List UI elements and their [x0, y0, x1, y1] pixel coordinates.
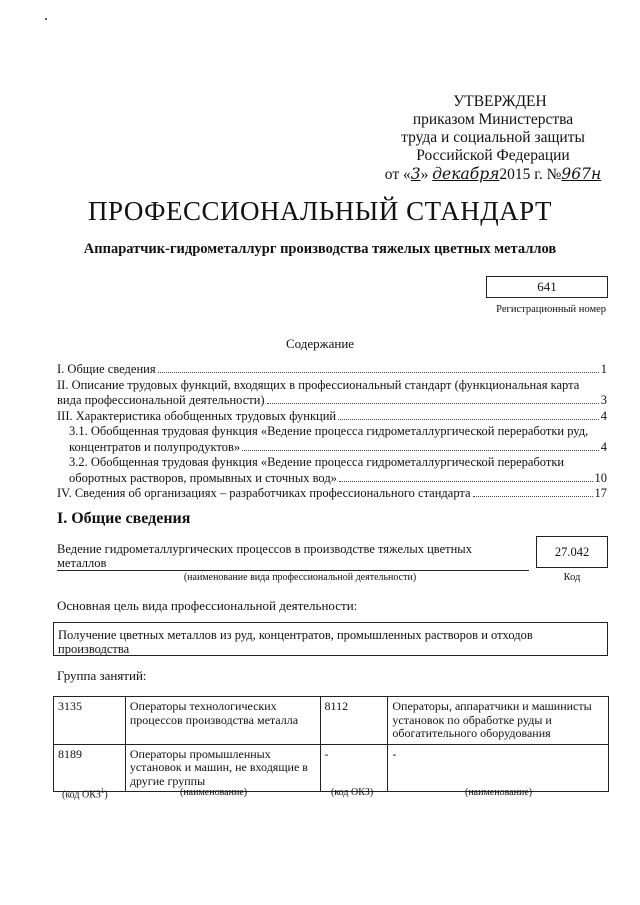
activity-code-caption: Код	[563, 572, 581, 583]
document-title: ПРОФЕССИОНАЛЬНЫЙ СТАНДАРТ	[87, 196, 553, 226]
toc-item-text: II. Описание трудовых функций, входящих в профессиональный стандарт (функциональная карта	[57, 377, 580, 392]
table-of-contents	[57, 362, 607, 502]
activity-code-box: 27.042	[536, 536, 608, 568]
toc-item-text: 3.2. Обобщенная трудовая функция «Ведение процесса гидрометаллургической переработки	[69, 455, 565, 469]
date-day: 3	[410, 165, 421, 183]
goal-label: Основная цель вида профессиональной деятельности:	[57, 598, 358, 613]
toc-item[interactable]	[57, 424, 607, 455]
date-prefix: от «	[384, 166, 411, 183]
groups-label: Группа занятий:	[57, 668, 147, 683]
date-month: декабря	[432, 165, 500, 183]
contents-title: Содержание	[285, 336, 355, 351]
activity-underline	[57, 570, 529, 571]
toc-item-page: 4	[600, 439, 607, 454]
okz-code-cell: 8112	[320, 697, 388, 745]
order-number: 967н	[561, 165, 602, 183]
footnote-mark[interactable]: 1	[100, 787, 105, 795]
okz-name-cell: Операторы, аппаратчики и машинисты установок по обработке руды и обогатительного оборудования	[388, 697, 609, 745]
approval-line-4: Российской Федерации	[416, 147, 570, 164]
registration-number-label: Регистрационный номер	[496, 304, 606, 315]
toc-item[interactable]	[57, 486, 607, 502]
toc-item[interactable]	[57, 455, 607, 486]
groups-caption-code-2: (код ОКЗ)	[331, 787, 374, 798]
table-row	[54, 744, 609, 792]
toc-item-page: 3	[600, 393, 607, 407]
goal-box: Получение цветных металлов из руд, концентратов, промышленных растворов и отходов производства	[53, 622, 608, 656]
caption-text-end: )	[104, 789, 108, 801]
approval-line-1: УТВЕРЖДЕН	[453, 93, 547, 110]
section-heading: I. Общие сведения	[57, 510, 191, 527]
approval-block	[378, 93, 608, 184]
registration-number-box: 641	[486, 276, 608, 298]
groups-caption-name-2: (наименование)	[465, 787, 533, 798]
occupation-groups-table	[53, 696, 609, 792]
toc-item[interactable]	[57, 362, 607, 378]
toc-item-text: IV. Сведения об организациях – разработчиках профессионального стандарта	[57, 486, 471, 500]
toc-item-page: 10	[594, 470, 607, 485]
toc-item-page: 1	[600, 362, 607, 376]
toc-item-text: 3.1. Обобщенная трудовая функция «Ведение процесса гидрометаллургической переработки руд,	[69, 424, 589, 438]
groups-caption-code	[62, 787, 108, 800]
groups-caption-name: (наименование)	[180, 787, 248, 798]
activity-name: Ведение гидрометаллургических процессов в производстве тяжелых цветных металлов	[57, 542, 472, 570]
toc-item-text-cont: оборотных растворов, промывных и сточных вод»	[69, 470, 337, 485]
toc-item-text: III. Характеристика обобщенных трудовых функций	[57, 408, 337, 423]
approval-date-line	[378, 165, 608, 184]
activity-caption: (наименование вида профессиональной деятельности)	[183, 572, 417, 583]
okz-name-cell: -	[388, 744, 609, 792]
approval-line-2: приказом Министерства	[412, 111, 574, 128]
okz-code-cell: 8189	[54, 744, 126, 792]
date-day-suffix: »	[420, 166, 433, 183]
toc-item-text: I. Общие сведения	[57, 362, 156, 376]
toc-item[interactable]	[57, 409, 607, 425]
caption-text: (код ОКЗ	[62, 789, 101, 801]
scan-speck	[45, 18, 47, 20]
okz-code-cell: -	[320, 744, 388, 792]
toc-item-page: 4	[600, 408, 607, 423]
okz-name-cell: Операторы технологических процессов производства металла	[125, 697, 320, 745]
okz-name-cell: Операторы промышленных установок и машин, не входящие в другие группы	[125, 744, 320, 792]
date-year: 2015 г. №	[499, 166, 562, 183]
table-row	[54, 697, 609, 745]
okz-code-cell: 3135	[54, 697, 126, 745]
toc-item-page: 17	[594, 486, 607, 500]
toc-item[interactable]	[57, 378, 607, 409]
toc-item-text-cont: вида профессиональной деятельности)	[57, 393, 265, 407]
document-subtitle: Аппаратчик-гидрометаллург производства тяжелых цветных металлов	[83, 241, 557, 257]
approval-line-3: труда и социальной защиты	[401, 129, 585, 146]
toc-item-text-cont: концентратов и полупродуктов»	[69, 439, 241, 454]
